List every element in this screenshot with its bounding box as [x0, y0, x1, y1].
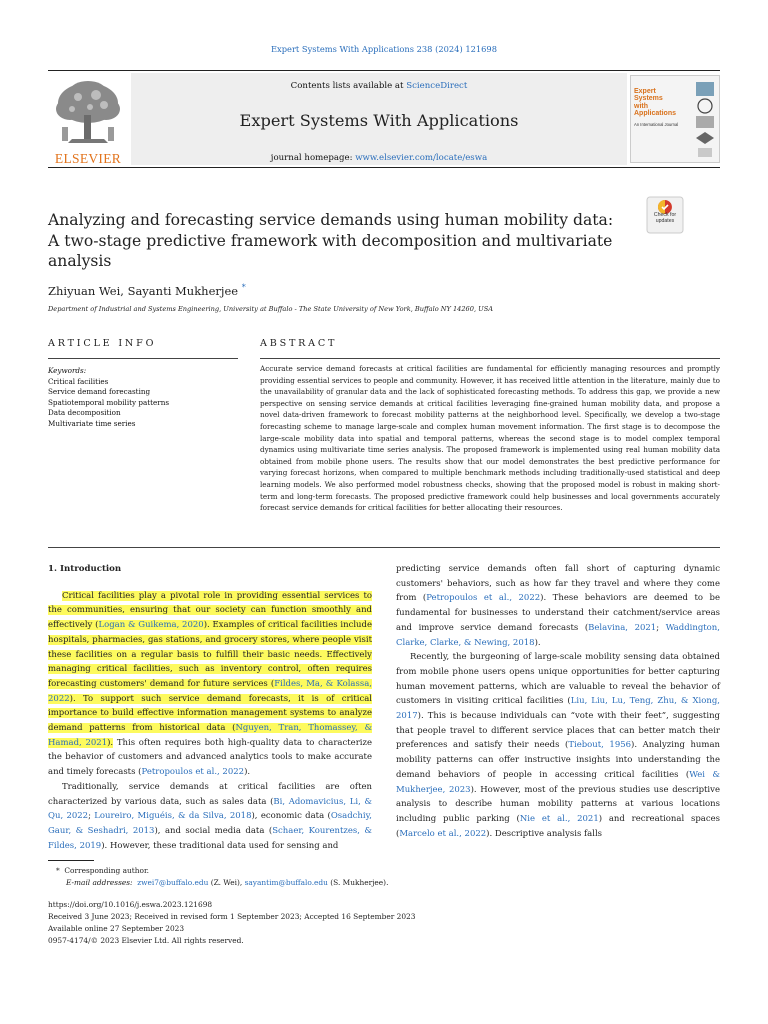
- keyword-item: Data decomposition: [48, 408, 121, 418]
- intro-paragraph-1: [48, 589, 372, 780]
- abstract-text: Accurate service demand forecasts at critical facilities are fundamental for efficiently managing resources and promptly providing essential services to people and community. However, it has received little attention in the literature, mainly due to the unavailability of granular data and the lack of sophisticated forecasting methods. To address this gap, we provide a new perspective on sensing service demands at critical facilities leveraging fine-grained human mobility data, and propose a novel data-driven framework to forecast mobility patterns at the neighborhood level. Specifically, we develop a two-stage forecasting scheme to manage large-scale and complex human movement information. The first stage is to decompose the large-scale mobility data into spatial and temporal patterns, whereas the second stage is to model complex temporal dynamics using multivariate time series analysis. The proposed framework is implemented using real human mobility data obtained from mobile phone users. The results show that our model demonstrates the best predictive performance for varying forecast horizons, when compared to multiple benchmark methods including traditionally-used statistical and deep learning models. We also performed model robustness checks, showing that the proposed model is robust in making short-term and long-term forecasts. The proposed predictive framework could help businesses and local governments accurately forecast service demands for critical facilities for better allocating their resources.: [260, 364, 720, 513]
- body-text: ). However, these traditional data used for sensing and: [101, 840, 339, 851]
- citation-link[interactable]: Fildes, Ma, & Kolassa, 2022: [48, 678, 372, 704]
- journal-title: Expert Systems With Applications: [239, 111, 519, 130]
- left-column: [48, 562, 372, 853]
- homepage-link[interactable]: www.elsevier.com/locate/eswa: [355, 153, 488, 163]
- keyword-item: Service demand forecasting: [48, 387, 151, 397]
- footnote-corresponding: [56, 866, 149, 876]
- body-text: ).: [244, 767, 251, 778]
- homepage-line: [131, 153, 627, 163]
- corresponding-author-mark[interactable]: *: [241, 283, 246, 292]
- body-text: predicting service demands often fall short of capturing dynamic customers' behaviors, such as how far they travel and where they come from (: [396, 564, 720, 604]
- citation-link[interactable]: Belavina, 2021: [588, 622, 657, 633]
- contents-prefix: Contents lists available at: [290, 81, 407, 91]
- running-header[interactable]: Expert Systems With Applications 238 (2024) 121698: [271, 44, 497, 54]
- citation-link[interactable]: Petropoulos et al., 2022: [141, 767, 245, 778]
- contents-line: [131, 81, 627, 91]
- keywords-label: Keywords:: [48, 366, 87, 375]
- highlighted-text: Critical facilities play a pivotal role in providing essential services to the communities, ensuring that our society can function smoothly and effectively (: [48, 590, 372, 631]
- intro-paragraph-4: [396, 650, 720, 841]
- citation-link[interactable]: Waddington, Clarke, Clarke, & Newing, 2018: [396, 622, 720, 648]
- body-text: ). Analyzing human mobility patterns can offer instructive insights into understanding the demand behaviors of people in accessing critical facilities (: [396, 740, 720, 780]
- body-text: ). Descriptive analysis falls: [486, 828, 603, 839]
- keyword-item: Multivariate time series: [48, 418, 136, 428]
- citation-link[interactable]: Petropoulos et al., 2022: [426, 593, 541, 604]
- keyword-item: Spatiotemporal mobility patterns: [48, 397, 170, 407]
- body-text: ;: [656, 622, 666, 633]
- body-text: ). These behaviors are deemed to be fundamental for businesses to understand their catchment/service areas and improve service demand forecasts (: [396, 593, 720, 633]
- email-owner: (Z. Wei),: [208, 878, 245, 887]
- email-link[interactable]: sayantim@buffalo.edu: [244, 878, 328, 887]
- footnote-rule: [48, 860, 94, 861]
- received-dates: Received 3 June 2023; Received in revised form 1 September 2023; Accepted 16 September 2023: [48, 912, 416, 921]
- citation-link[interactable]: Nguyen, Tran, Thomassey, & Hamad, 2021: [48, 723, 373, 748]
- right-column: [396, 562, 720, 841]
- body-text: ), and social media data (: [154, 825, 273, 836]
- body-text: ).: [534, 637, 541, 648]
- footnote-mark: *: [56, 866, 60, 875]
- body-text: ). However, most of the previous studies use descriptive analysis to describe human mobility patterns at various locations including public parking (: [396, 784, 720, 824]
- abstract-rule: [260, 358, 720, 359]
- citation-link[interactable]: Bi, Adomavicius, Li, & Qu, 2022: [48, 796, 372, 822]
- body-text: Recently, the burgeoning of large-scale mobility sensing data obtained from mobile phone users opens unique opportunities for better capturing human movement patterns, which are valuable to reveal the behavior of customers in visiting critical facilities (: [396, 652, 720, 707]
- highlighted-text: ). To support such service demand forecasts, it is of critical importance to build effective information management systems to analyze demand patterns from historical data (: [48, 693, 372, 734]
- email-label: E-mail addresses:: [66, 878, 133, 887]
- doi-link[interactable]: https://doi.org/10.1016/j.eswa.2023.121698: [48, 900, 213, 909]
- citation-link[interactable]: Loureiro, Miguéis, & da Silva, 2018: [94, 811, 252, 822]
- article-title: Analyzing and forecasting service demands using human mobility data: A two-stage predictive framework with decomposition and multivariate analysis: [48, 211, 614, 270]
- keyword-item: Critical facilities: [48, 376, 109, 386]
- citation-link[interactable]: Logan & Guikema, 2020: [98, 620, 204, 631]
- cover-title-line: with: [634, 102, 648, 110]
- journal-masthead: [48, 70, 720, 168]
- cover-title-line: Applications: [634, 110, 677, 118]
- publisher-name: ELSEVIER: [54, 151, 122, 166]
- affiliation: Department of Industrial and Systems Engineering, University at Buffalo - The State University of New York, Buffalo NY 14260, USA: [48, 305, 493, 313]
- section-heading-introduction: 1. Introduction: [48, 564, 122, 574]
- author-list: [48, 283, 246, 298]
- front-matter-rule: [48, 547, 720, 548]
- email-link[interactable]: zwei7@buffalo.edu: [137, 878, 209, 887]
- body-text: This often requires both high-quality data to characterize the behavior of customers and advanced analytics tools to make accurate and timely forecasts (: [48, 737, 372, 778]
- cover-artwork-icon: [694, 80, 716, 160]
- citation-link[interactable]: Wei & Mukherjee, 2023: [396, 769, 720, 795]
- citation-link[interactable]: Tiebout, 1956: [568, 740, 632, 751]
- check-for-updates-label[interactable]: Check for updates: [653, 212, 677, 224]
- homepage-prefix: journal homepage:: [270, 153, 356, 163]
- corresponding-label: Corresponding author.: [64, 866, 150, 875]
- citation-link[interactable]: Marcelo et al., 2022: [399, 828, 487, 839]
- cover-title-line: Systems: [634, 95, 663, 103]
- available-online: Available online 27 September 2023: [48, 924, 185, 933]
- masthead-center: [131, 73, 627, 165]
- cover-subtitle: An International Journal: [634, 122, 679, 127]
- article-info-heading: ARTICLE INFO: [48, 338, 157, 349]
- abstract-heading: ABSTRACT: [260, 338, 338, 349]
- cover-title-line: Expert: [634, 88, 656, 95]
- body-text: ), economic data (: [251, 811, 331, 822]
- copyright: 0957-4174/© 2023 Elsevier Ltd. All rights reserved.: [48, 936, 244, 945]
- keywords-block: [48, 366, 238, 430]
- highlighted-text: ).: [107, 737, 114, 748]
- article-info-rule: [48, 358, 238, 359]
- sciencedirect-link[interactable]: ScienceDirect: [406, 81, 468, 91]
- citation-link[interactable]: Nie et al., 2021: [519, 813, 599, 824]
- footnote-emails: [66, 878, 388, 888]
- body-text: ) and recreational spaces (: [396, 813, 720, 839]
- intro-paragraph-2: [48, 780, 372, 854]
- body-text: Traditionally, service demands at critical facilities are often characterized by various data, such as sales data (: [48, 781, 372, 807]
- body-text: ). This is because individuals can “vote with their feet”, suggesting that people travel to different service places that can better match their preferences and satisfy their needs (: [396, 711, 720, 751]
- email-owner: (S. Mukherjee).: [327, 878, 389, 887]
- author-names: Zhiyuan Wei, Sayanti Mukherjee: [48, 283, 239, 298]
- body-text: ;: [88, 811, 95, 822]
- intro-paragraph-3: [396, 562, 720, 650]
- journal-cover-thumbnail[interactable]: [630, 75, 720, 163]
- citation-link[interactable]: Osadchiy, Gaur, & Seshadri, 2013: [48, 811, 372, 836]
- citation-link[interactable]: Schaer, Kourentzes, & Fildes, 2019: [48, 825, 372, 851]
- citation-link[interactable]: Liu, Liu, Lu, Teng, Zhu, & Xiong, 2017: [396, 696, 720, 722]
- highlighted-text: ). Examples of critical facilities include hospitals, pharmacies, gas stations, and grocery stores, where people visit these facilities on a regular basis to fulfill their basic needs. Effectively managing critical facilities, such as inventory control, often requires forecasting customers' demand for future services (: [48, 620, 372, 689]
- cover-title: [634, 88, 676, 118]
